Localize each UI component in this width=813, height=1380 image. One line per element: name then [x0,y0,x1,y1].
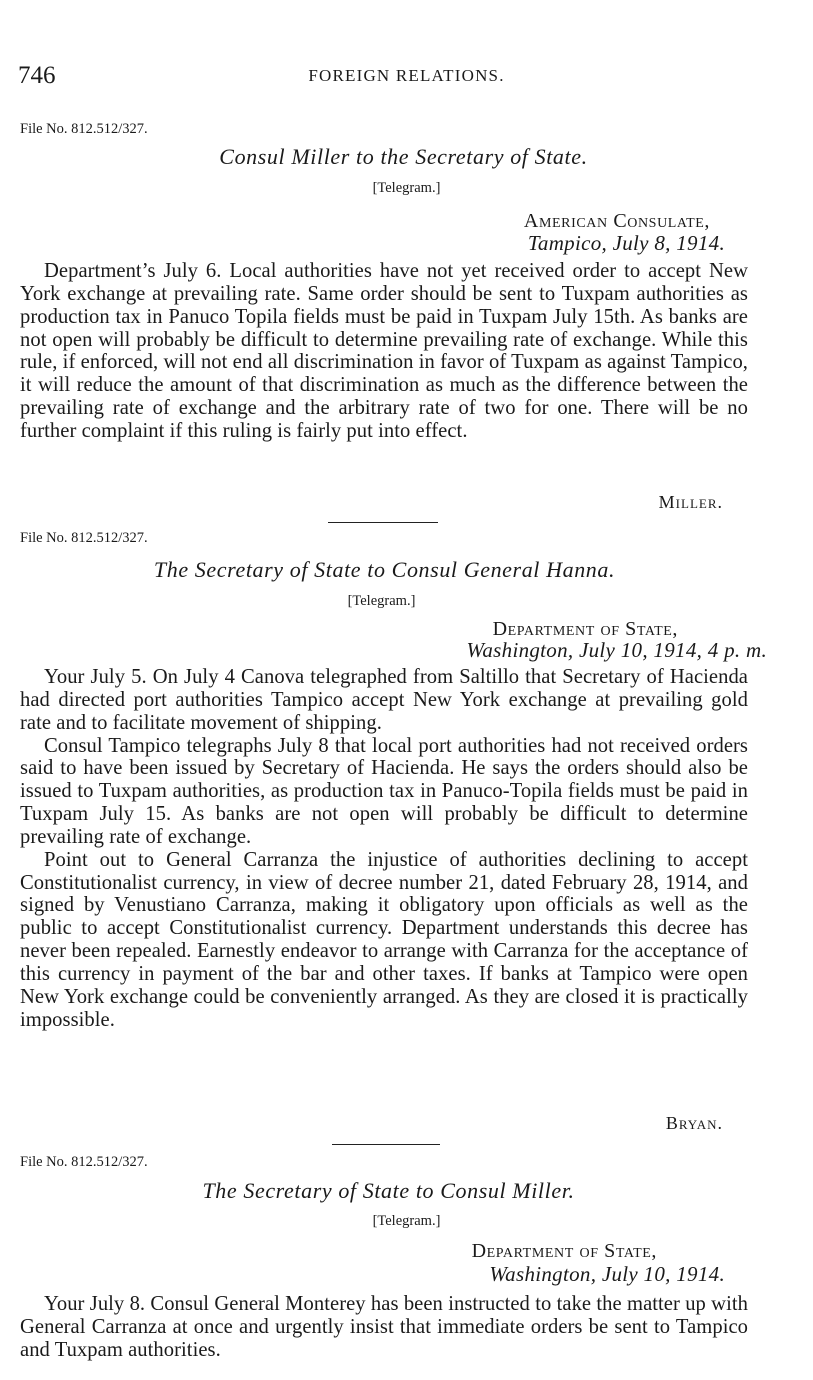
paragraph: Point out to General Carranza the injustice of authorities declining to accept Constitutionalist currency, in view of decree number 21, dated February 28, 1914, and signed by Venustiano Carranza, making it obligatory upon officials as well as the public to accept Constitutionalist currency. Department understands this decree has never been repealed. Earnestly endeavor to arrange with Carranza for the acceptance of this currency in payment of the bar and other taxes. If banks at Tampico were open New York exchange could be conveniently arranged. As they are closed it is practically impossible. [20,848,748,1031]
document-body [20,260,748,443]
sender-address: Department of State, [471,1240,657,1262]
paragraph: Department’s July 6. Local authorities have not yet received order to accept New York exchange at prevailing rate. Same order should be sent to Tuxpam authorities as production tax in Panuco Topila fields must be paid in Tuxpam July 15th. As banks are not open will probably be difficult to determine prevailing rate of exchange. While this rule, if enforced, will not end all discrimination in favor of Tuxpam as against Tampico, it will reduce the amount of that discrimination as much as the difference between the prevailing rate of exchange and the arbitrary rate of two for one. There will be no further complaint if this ruling is fairly put into effect. [20,260,748,442]
running-head: FOREIGN RELATIONS. [308,66,505,85]
sender-address: Department of State, [492,618,678,640]
document-body [20,1293,748,1362]
telegram-label: [Telegram.] [372,1213,441,1229]
file-number: File No. 812.512/327. [20,121,148,137]
document-title: Consul Miller to the Secretary of State. [219,144,588,169]
sender-address: American Consulate, [523,210,710,232]
section-divider [332,1144,440,1145]
dateline: Washington, July 10, 1914, 4 p. m. [466,638,767,662]
dateline: Tampico, July 8, 1914. [527,231,725,255]
paragraph: Your July 5. On July 4 Canova telegraphed from Saltillo that Secretary of Hacienda had directed port authorities Tampico accept New York exchange at prevailing gold rate and to facilitate movement of shipping. [20,666,748,734]
file-number: File No. 812.512/327. [20,1154,148,1170]
signature: Bryan. [665,1113,723,1133]
document-title: The Secretary of State to Consul General Hanna. [153,557,616,582]
page-number: 746 [18,62,56,89]
file-number: File No. 812.512/327. [20,530,148,546]
telegram-label: [Telegram.] [372,180,441,196]
paragraph: Your July 8. Consul General Monterey has been instructed to take the matter up with General Carranza at once and urgently insist that immediate orders be sent to Tampico and Tuxpam authorities. [20,1293,748,1361]
paragraph: Consul Tampico telegraphs July 8 that local port authorities had not received orders said to have been issued by Secretary of Hacienda. He says the orders should also be issued to Tuxpam authorities, as production tax in Panuco-Topila fields must be paid in Tuxpam July 15. As banks are not open will probably be difficult to determine prevailing rate of exchange. [20,734,748,848]
document-body [20,666,748,1032]
signature: Miller. [658,492,723,512]
section-divider [328,522,438,523]
document-title: The Secretary of State to Consul Miller. [202,1178,575,1203]
telegram-label: [Telegram.] [347,593,416,609]
dateline: Washington, July 10, 1914. [489,1262,725,1286]
